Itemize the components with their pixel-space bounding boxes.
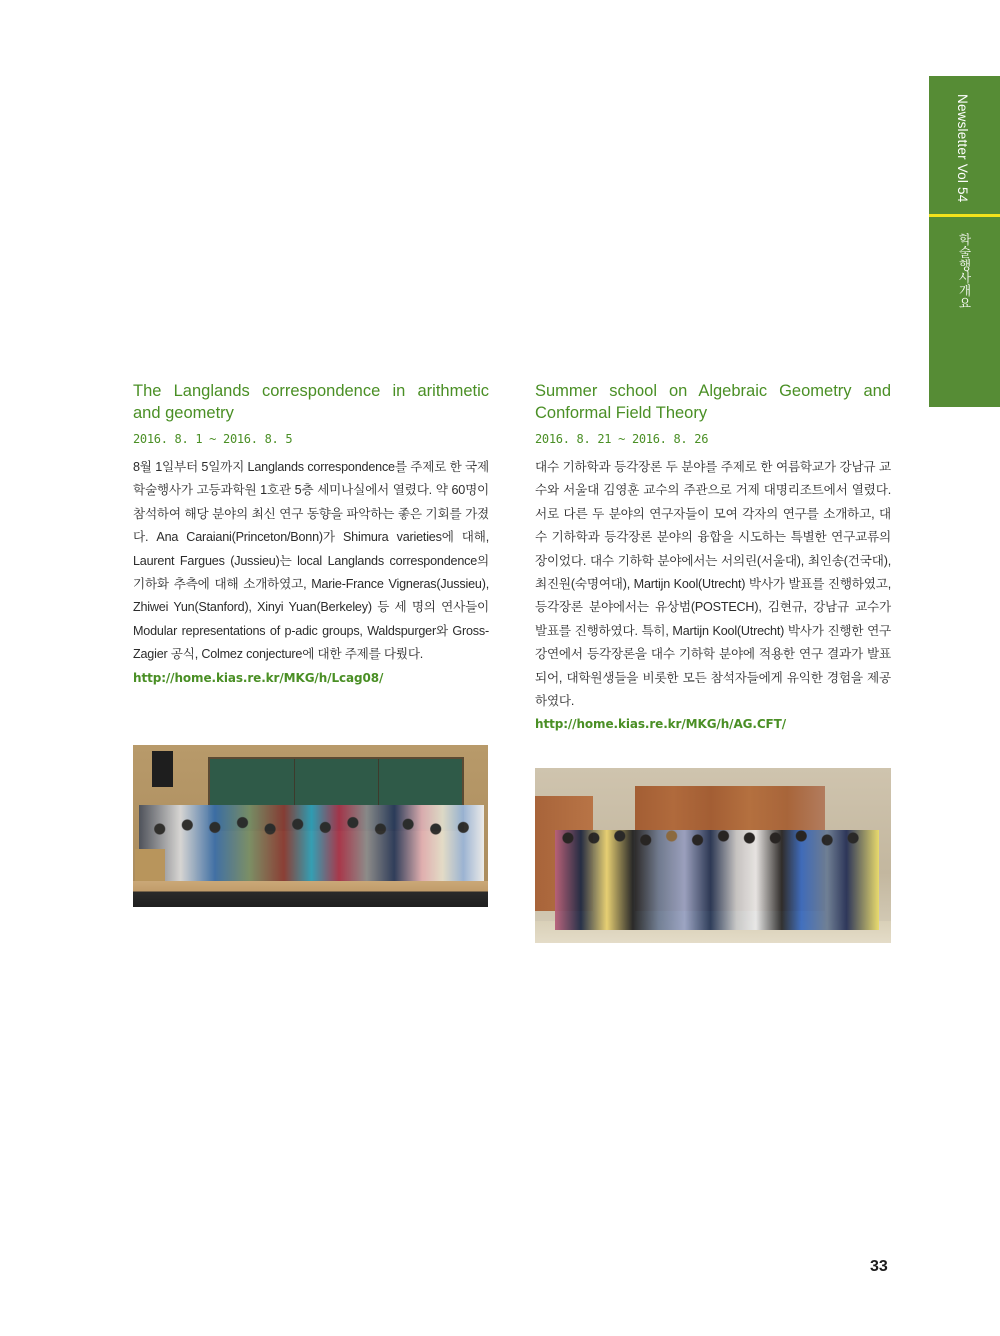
article-photo-langlands [133, 745, 488, 907]
side-tab-divider [929, 214, 1000, 217]
article-title: Summer school on Algebraic Geometry and Conformal Field Theory [535, 382, 891, 422]
newsletter-volume-label: Newsletter Vol 54 [955, 94, 970, 203]
podium [135, 849, 165, 883]
newsletter-volume-block [929, 76, 1000, 215]
participants-group [555, 830, 879, 930]
newsletter-side-tab [929, 76, 1000, 407]
section-label: 학술행사개요 [957, 233, 971, 310]
article-photo-summer-school [535, 768, 891, 943]
article-date: 2016. 8. 1 ~ 2016. 8. 5 [133, 432, 293, 446]
article-langlands [133, 380, 489, 690]
article-summer-school [535, 380, 891, 736]
article-link[interactable]: http://home.kias.re.kr/MKG/h/AG.CFT/ [535, 717, 787, 732]
article-body: 대수 기하학과 등각장론 두 분야를 주제로 한 여름학교가 강남규 교수와 서울대 김영훈 교수의 주관으로 거제 대명리조트에서 열렸다. 서로 다른 두 분야의 연구자들이 모여 각자의 연구를 소개하고, 대수 기하학과 등각장론 분야의 융합을 시도하는 특별한 연구교류의 장이었다. 대수 기하학 분야에서는 서의린(서울대), 최인송(건국대), 최진원(숙명여대), Martijn Kool(Utrecht) 박사가 발표를 진행하였고, 등각장론 분야에서는 유상범(POSTECH), 김현규, 강남규 교수가 발표를 진행하였다. 특히, Martijn Kool(Utrecht) 박사가 진행한 연구 강연에서 등각장론을 대수 기하학 분야에 적용한 연구 결과가 발표되어, 대학원생들을 비롯한 모든 참석자들에게 유익한 경험을 제공하였다. [535, 460, 891, 709]
loudspeaker [152, 751, 173, 787]
participants-group [139, 805, 484, 885]
desks [133, 881, 488, 907]
page-number: 33 [870, 1258, 888, 1275]
article-body: 8월 1일부터 5일까지 Langlands correspondence를 주제로 한 국제 학술행사가 고등과학원 1호관 5층 세미나실에서 열렸다. 약 60명이 참석하여 해당 분야의 최신 연구 동향을 파악하는 좋은 기회를 가졌다. Ana Caraiani(Princeton/Bonn)가 Shimura varieties에 대해, Laurent Fargues (Jussieu)는 local Langlands correspondence의 기하화 추측에 대해 소개하였고, Marie-France Vigneras(Jussieu), Zhiwei Yun(Stanford), Xinyi Yuan(Berkeley) 등 세 명의 연사들이 Modular representations of p-adic groups, Waldspurger와 Gross-Zagier 공식, Colmez conjecture에 대한 주제를 다뤘다. [133, 460, 489, 662]
article-date: 2016. 8. 21 ~ 2016. 8. 26 [535, 432, 709, 446]
article-title: The Langlands correspondence in arithmetic and geometry [133, 382, 489, 422]
article-link[interactable]: http://home.kias.re.kr/MKG/h/Lcag08/ [133, 670, 384, 685]
